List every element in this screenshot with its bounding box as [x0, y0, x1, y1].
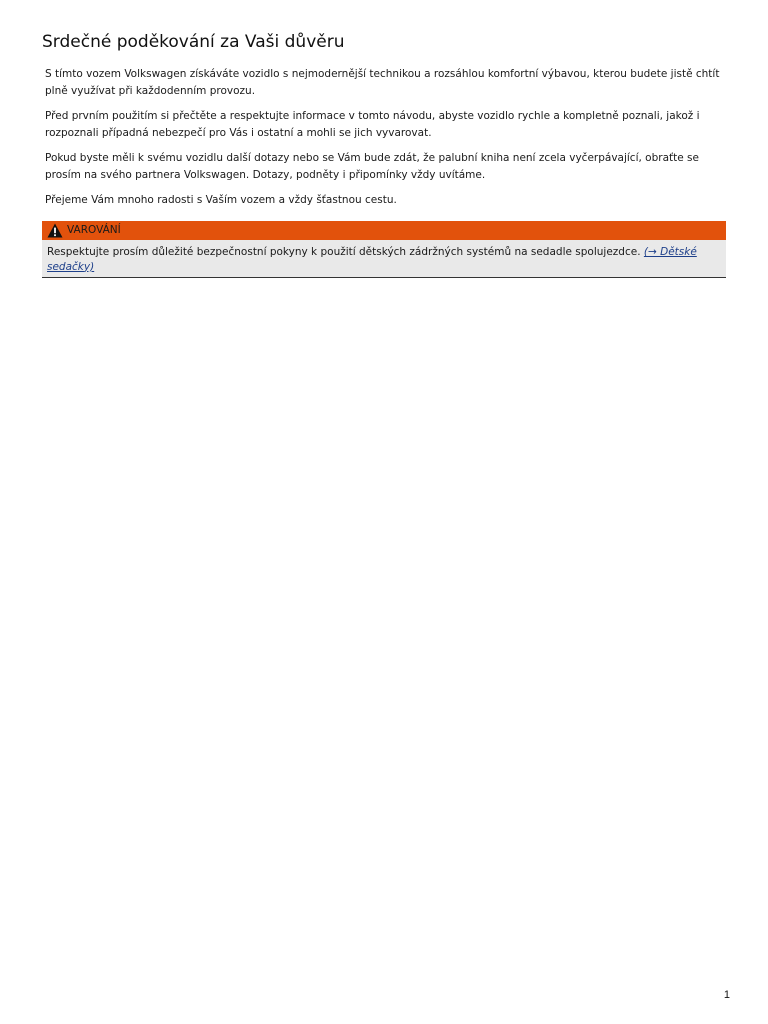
warning-header	[42, 221, 726, 240]
paragraph-read-manual: Před prvním použitím si přečtěte a respektujte informace v tomto návodu, abyste vozidlo rychle a kompletně poznali, jakož i rozpoznali případná nebezpečí pro Vás i ostatní a mohli se jich vyvarovat.	[45, 110, 700, 139]
paragraph-wishes: Přejeme Vám mnoho radosti s Vaším vozem a vždy šťastnou cestu.	[45, 194, 397, 206]
warning-text: Respektujte prosím důležité bezpečnostní pokyny k použití dětských zádržných systémů na sedadle spolujezdce.	[47, 246, 641, 258]
warning-triangle-icon	[47, 223, 63, 238]
paragraph-questions: Pokud byste měli k svému vozidlu další dotazy nebo se Vám bude zdát, že palubní kniha není zcela vyčerpávající, obraťte se prosím na svého partnera Volkswagen. Dotazy, podněty i připomínky vždy uvítáme.	[45, 152, 699, 181]
paragraph-intro: S tímto vozem Volkswagen získáváte vozidlo s nejmodernější technikou a rozsáhlou komfortní výbavou, kterou budete jistě chtít plně využívat při každodenním provozu.	[45, 68, 720, 97]
page-title: Srdečné poděkování za Vaši důvěru	[42, 32, 345, 52]
warning-body	[42, 240, 726, 274]
page-number: 1	[723, 989, 730, 1001]
warning-box	[42, 221, 726, 278]
child-seats-link[interactable]: (→ Dětské sedačky)	[47, 246, 697, 273]
main-content	[45, 66, 721, 218]
warning-label: VAROVÁNÍ	[67, 224, 121, 236]
